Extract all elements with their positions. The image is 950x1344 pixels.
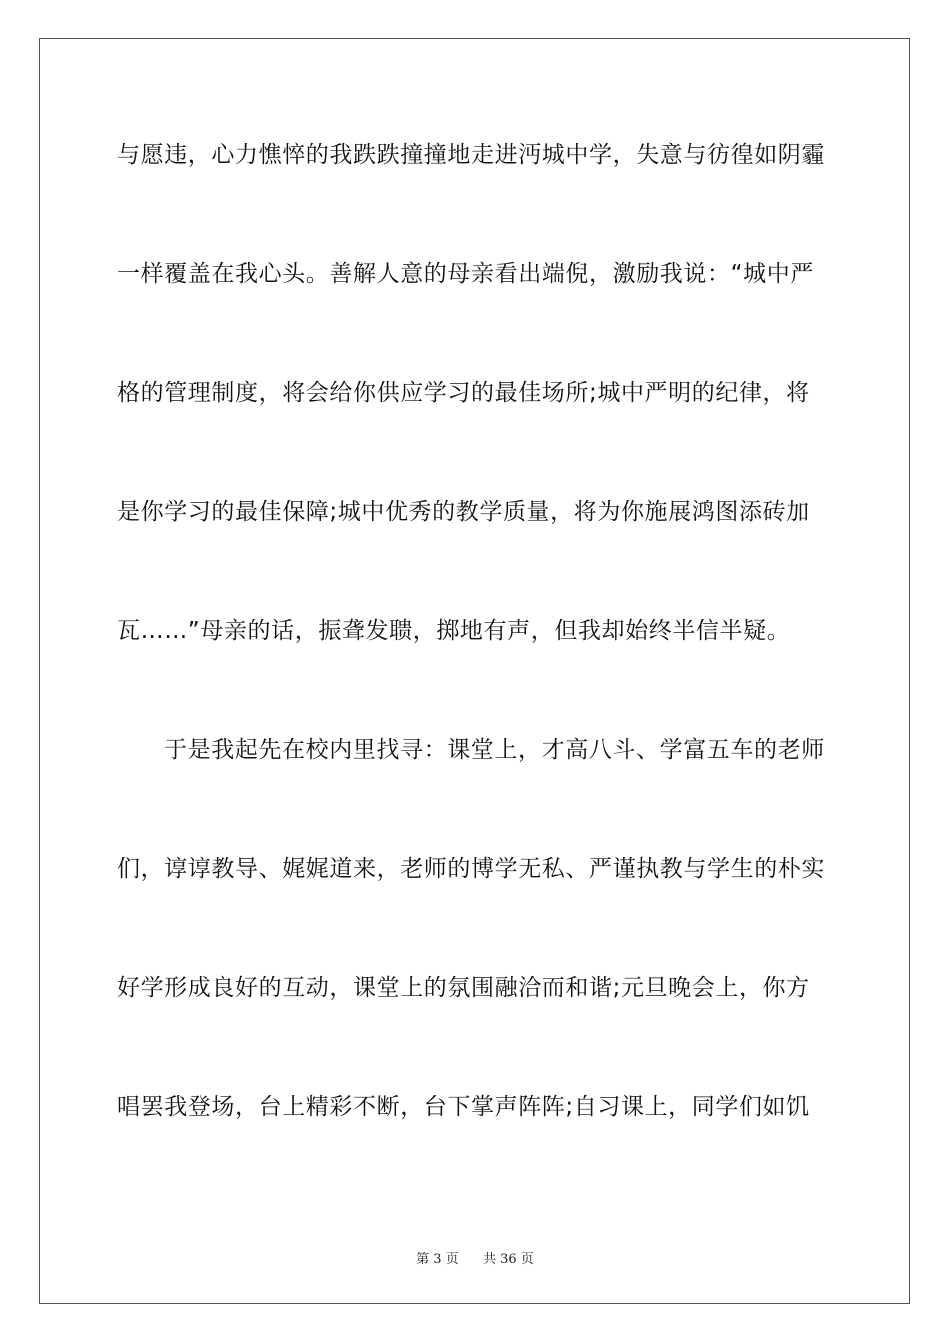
text-line: 格的管理制度，将会给你供应学习的最佳场所;城中严明的纪律，将 bbox=[117, 380, 810, 406]
page-footer bbox=[0, 1248, 950, 1267]
text-line: 一样覆盖在我心头。善解人意的母亲看出端倪，激励我说：“城中严 bbox=[117, 261, 814, 287]
text-line: 唱罢我登场，台上精彩不断，台下掌声阵阵;自习课上，同学们如饥 bbox=[117, 1094, 810, 1120]
text-line: 与愿违，心力憔悴的我跌跌撞撞地走进沔城中学，失意与彷徨如阴霾 bbox=[117, 142, 825, 168]
text-line: 瓦……”母亲的话，振聋发聩，掷地有声，但我却始终半信半疑。 bbox=[117, 618, 791, 644]
page-number: 第 3 页 bbox=[416, 1252, 459, 1267]
text-line: 是你学习的最佳保障;城中优秀的教学质量，将为你施展鸿图添砖加 bbox=[117, 499, 810, 525]
text-line: 们，谆谆教导、娓娓道来，老师的博学无私、严谨执教与学生的朴实 bbox=[117, 856, 825, 882]
paragraph-start-line: 于是我起先在校内里找寻：课堂上，才高八斗、学富五车的老师 bbox=[164, 737, 825, 763]
text-line: 好学形成良好的互动，课堂上的氛围融洽而和谐;元旦晚会上，你方 bbox=[117, 975, 810, 1001]
document-body bbox=[117, 130, 833, 1201]
page-total: 共 36 页 bbox=[483, 1252, 534, 1267]
